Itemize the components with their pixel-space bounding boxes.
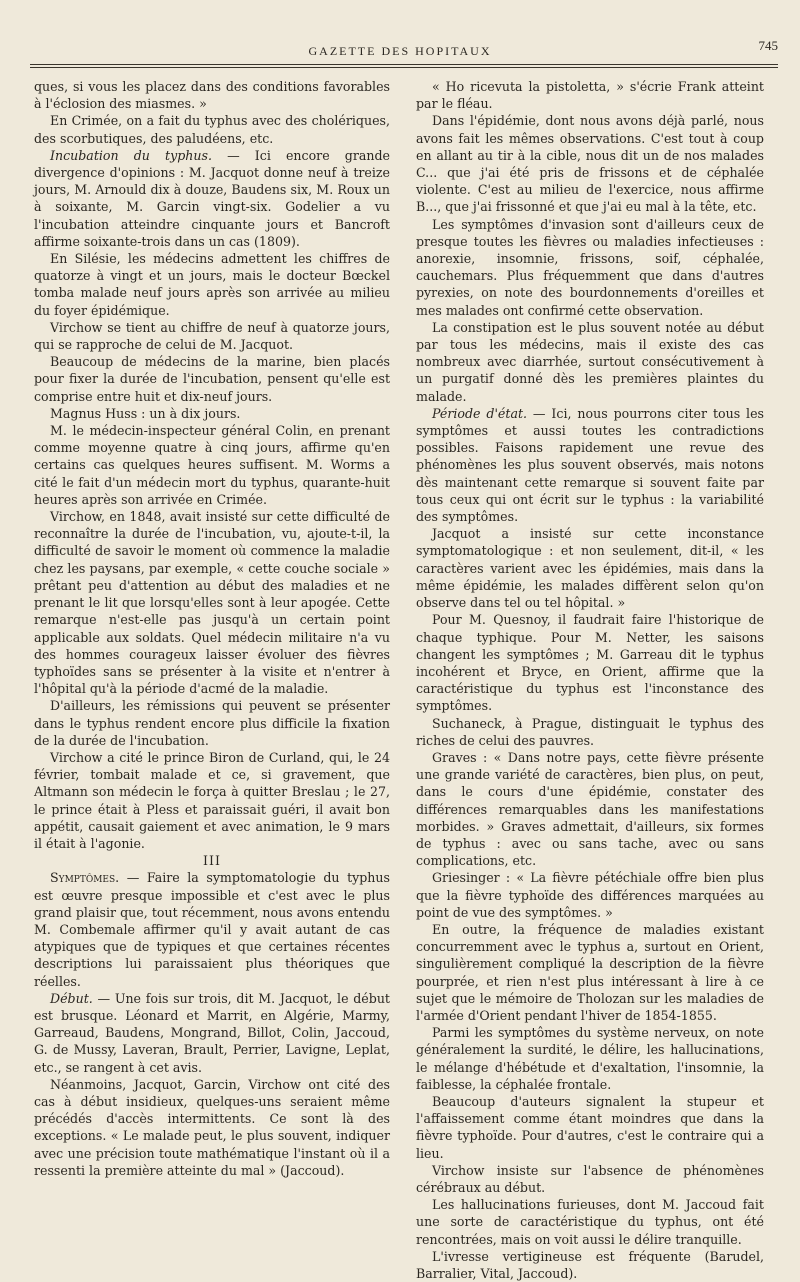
paragraph: Virchow se tient au chiffre de neuf à quatorze jours, qui se rapproche de celui de M. Jacquot.	[34, 319, 390, 353]
running-title: GAZETTE DES HOPITAUX	[308, 44, 492, 58]
paragraph: « Ho ricevuta la pistoletta, » s'écrie Frank atteint par le fléau.	[416, 79, 764, 112]
paragraph: Virchow insiste sur l'absence de phénomènes cérébraux au début.	[416, 1162, 764, 1195]
paragraph: En outre, la fréquence de maladies existant concurremment avec le typhus a, surtout en Orient, singulièrement compliqué la description de la fièvre pourprée, et rien n'est plus intéressant à lire à ce sujet que le mémoire de Tholozan sur les maladies de l'armée d'Orient pendant l'hiver de 1854-1855.	[416, 921, 764, 1023]
paragraph: Période d'état. — Ici, nous pourrons citer tous les symptômes et aussi toutes les contradictions possibles. Faisons rapidement une revue des phénomènes les plus souvent observés, mais notons dès maintenant cette remarque si souvent faite par tous ceux qui ont écrit sur le typhus : la variabilité des symptômes.	[416, 405, 765, 525]
run-in-heading: Période d'état.	[432, 405, 528, 421]
run-in-heading: Début.	[50, 990, 93, 1006]
left-column	[34, 78, 390, 1179]
paragraph: Début. — Une fois sur trois, dit M. Jacquot, le début est brusque. Léonard et Marrit, en Algérie, Marmy, Garreaud, Baudens, Mongrand, Billot, Colin, Jaccoud, G. de Mussy, Laveran, Brault, Perrier, Lavigne, Leplat, etc., se rangent à cet avis.	[34, 990, 390, 1075]
paragraph: Les hallucinations furieuses, dont M. Jaccoud fait une sorte de caractéristique du typhus, ont été rencontrées, mais on voit aussi le délire tranquille.	[416, 1197, 764, 1247]
paragraph: Pour M. Quesnoy, il faudrait faire l'historique de chaque typhique. Pour M. Netter, les saisons changent les symptômes ; M. Garreau dit le typhus incohérent et Bryce, en Orient, affirme que la caractéristique du typhus est l'inconstance des symptômes.	[416, 612, 764, 714]
run-in-heading: Incubation du typhus.	[50, 147, 212, 163]
paragraph: Griesinger : « La fièvre pétéchiale offre bien plus que la fièvre typhoïde des différences marquées au point de vue des symptômes. »	[416, 870, 764, 920]
paragraph: Beaucoup d'auteurs signalent la stupeur et l'affaissement comme étant moindres que dans la fièvre typhoïde. Pour d'autres, c'est le contraire qui a lieu.	[416, 1093, 764, 1161]
header-rule	[30, 64, 778, 65]
paragraph: M. le médecin-inspecteur général Colin, en prenant comme moyenne quatre à cinq jours, affirme qu'en certains cas quelques heures suffisent. M. Worms a cité le fait d'un médecin mort du typhus, quarante-huit heures après son arrivée en Crimée.	[34, 423, 390, 507]
paragraph: Graves : « Dans notre pays, cette fièvre présente une grande variété de caractères, bien plus, on peut, dans le cours d'une épidémie, constater des différences remarquables dans les manifestations morbides. » Graves admettait, d'ailleurs, six formes de typhus : avec ou sans tache, avec ou sans complications, etc.	[416, 749, 764, 869]
paragraph: Virchow a cité le prince Biron de Curland, qui, le 24 février, tombait malade et ce, si gravement, que Altmann son médecin le força à quitter Breslau ; le 27, le prince était à Pless et paraissait guéri, il avait bon appétit, causait gaiement et avec animation, le 9 mars il était à l'agonie.	[34, 749, 390, 851]
paragraph: Symptômes. — Faire la symptomatologie du typhus est œuvre presque impossible et c'est avec le plus grand plaisir que, tout récemment, nous avons entendu M. Combemale affirmer qu'il y avait autant de cas atypiques que de typiques et que certaines récentes descriptions lui paraissaient plus théoriques que réelles.	[34, 870, 390, 989]
paragraph: Beaucoup de médecins de la marine, bien placés pour fixer la durée de l'incubation, pensent qu'elle est comprise entre huit et dix-neuf jours.	[34, 354, 390, 404]
paragraph: En Crimée, on a fait du typhus avec des cholériques, des scorbutiques, des paludéens, etc.	[34, 113, 390, 146]
paragraph: Virchow, en 1848, avait insisté sur cette difficulté de reconnaître la durée de l'incubation, vu, ajoute-t-il, la difficulté de savoir le moment où commence la maladie chez les paysans, par exemple, « cette couche sociale » prêtant peu d'attention au début des maladies et ne prenant le lit que lorsqu'elles sont à leur apogée. Cette remarque n'est-elle pas jusqu'à un certain point applicable aux soldats. Quel médecin militaire n'a vu des hommes courageux laisser évoluer des fièvres typhoïdes sans se présenter à la visite et n'entrer à l'hôpital qu'à la période d'acmé de la maladie.	[34, 509, 390, 697]
paragraph: En Silésie, les médecins admettent les chiffres de quatorze à vingt et un jours, mais le docteur Bœckel tomba malade neuf jours après son arrivée au milieu du foyer épidémique.	[34, 251, 390, 318]
paragraph: Incubation du typhus. — Ici encore grande divergence d'opinions : M. Jacquot donne neuf à treize jours, M. Arnould dix à douze, Baudens six, M. Roux un à soixante, M. Garcin vingt-six. Godelier a vu l'incubation atteindre cinquante jours et Bancroft affirme soixante-trois dans un cas (1809).	[34, 147, 390, 249]
paragraph: Suchaneck, à Prague, distinguait le typhus des riches de celui des pauvres.	[416, 715, 764, 748]
paragraph: L'ivresse vertigineuse est fréquente (Barudel, Barralier, Vital, Jaccoud).	[416, 1248, 764, 1282]
page-number: 745	[758, 38, 778, 53]
paragraph: D'ailleurs, les rémissions qui peuvent se présenter dans le typhus rendent encore plus difficile la fixation de la durée de l'incubation.	[34, 698, 390, 748]
right-column	[416, 78, 764, 1282]
paragraph: Magnus Huss : un à dix jours.	[50, 405, 241, 421]
paragraph: Dans l'épidémie, dont nous avons déjà parlé, nous avons fait les mêmes observations. C'est tout à coup en allant au tir à la cible, nous dit un de nos malades C... que j'ai été pris de frissons et de céphalée violente. C'est au milieu de l'exercice, nous affirme B..., que j'ai frissonné et que j'ai eu mal à la tête, etc.	[416, 113, 764, 215]
section-number: III	[203, 853, 221, 869]
paragraph: Jacquot a insisté sur cette inconstance symptomatologique : et non seulement, dit-il, « les caractères varient avec les épidémies, mais dans la même épidémie, les malades diffèrent selon qu'on observe dans tel ou tel hôpital. »	[416, 526, 764, 611]
paragraph: Parmi les symptômes du système nerveux, on note généralement la surdité, le délire, les hallucinations, le mélange d'hébétude et d'exaltation, l'insomnie, la faiblesse, la céphalée frontale.	[416, 1025, 764, 1092]
run-in-heading: Symptômes.	[50, 870, 120, 886]
paragraph: ques, si vous les placez dans des conditions favorables à l'éclosion des miasmes. »	[34, 79, 390, 112]
paragraph: Les symptômes d'invasion sont d'ailleurs ceux de presque toutes les fièvres ou maladies infectieuses : anorexie, insomnie, frissons, soif, céphalée, cauchemars. Plus fréquemment que dans d'autres pyrexies, on note des bourdonnements d'oreilles et mes malades ont confirmé cette observation.	[416, 216, 764, 318]
paragraph: Néanmoins, Jacquot, Garcin, Virchow ont cité des cas à début insidieux, quelques-uns seraient même précédés d'accès intermittents. Ce sont là des exceptions. « Le malade peut, le plus souvent, indiquer avec une précision toute mathématique l'instant où il a ressenti la première atteinte du mal » (Jaccoud).	[34, 1076, 390, 1178]
paragraph: La constipation est le plus souvent notée au début par tous les médecins, mais il existe des cas nombreux avec diarrhée, surtout consécutivement à un purgatif donné dès les premières plaintes du malade.	[416, 319, 764, 404]
header-rule-thin	[30, 67, 778, 68]
